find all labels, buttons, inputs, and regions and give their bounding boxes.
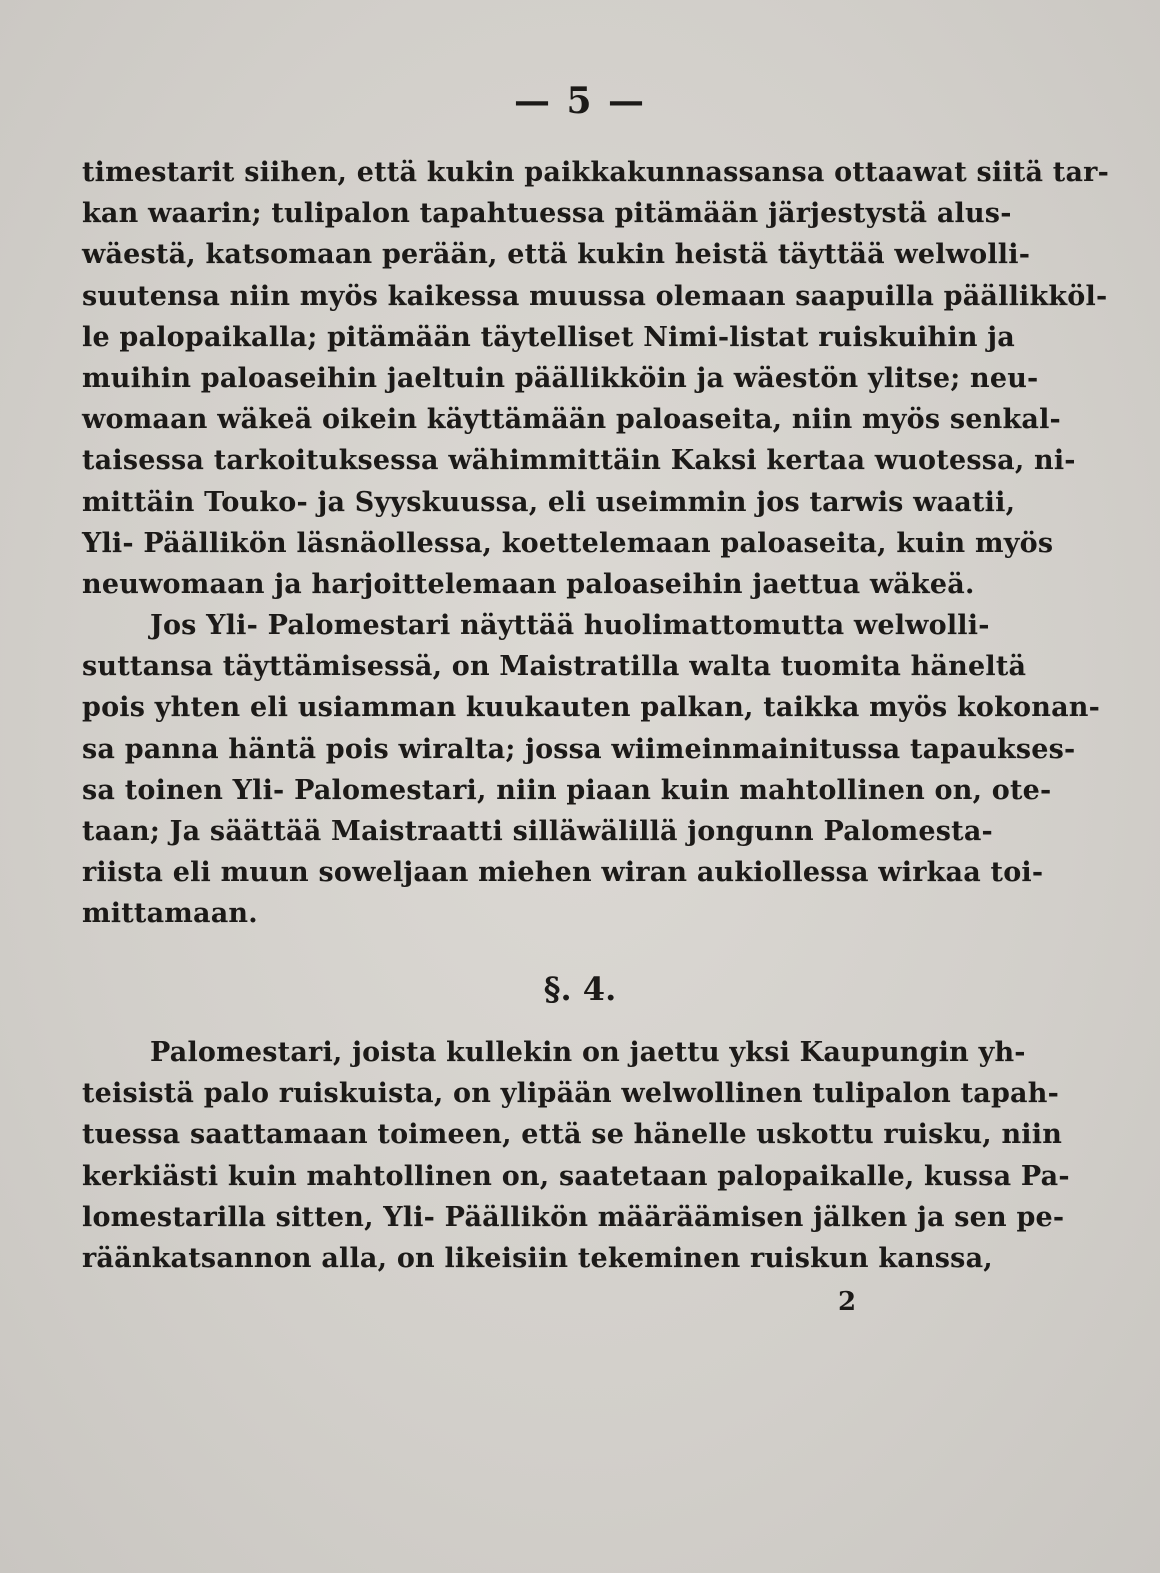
- text-line: mittäin Touko- ja Syyskuussa, eli useimmin jos tarwis waatii,: [82, 486, 1016, 518]
- text-line: taisessa tarkoituksessa wähimmittäin Kaksi kertaa wuotessa, ni-: [82, 445, 1076, 477]
- text-line: womaan wäkeä oikein käyttämään paloaseita, niin myös senkal-: [82, 404, 1061, 436]
- text-line: suttansa täyttämisessä, on Maistratilla walta tuomita häneltä: [82, 651, 1027, 683]
- text-line: wäestä, katsomaan perään, että kukin heistä täyttää welwolli-: [82, 239, 1031, 271]
- text-line: Palomestari, joista kullekin on jaettu yksi Kaupungin yh-: [150, 1037, 1026, 1068]
- text-line: mittamaan.: [82, 898, 258, 930]
- text-line: kan waarin; tulipalon tapahtuessa pitämään järjestystä alus-: [82, 198, 1012, 230]
- text-line: riista eli muun soweljaan miehen wiran aukiollessa wirkaa toi-: [82, 857, 1044, 889]
- text-line: suutensa niin myös kaikessa muussa olemaan saapuilla päällikköl-: [82, 280, 1108, 312]
- signature-mark: 2: [838, 1287, 857, 1317]
- text-line: sa toinen Yli- Palomestari, niin piaan kuin mahtollinen on, ote-: [82, 774, 1052, 806]
- text-line: räänkatsannon alla, on likeisiin tekeminen ruiskun kanssa,: [82, 1242, 993, 1274]
- page-number: — 5 —: [513, 80, 647, 122]
- paragraph-continuation: [82, 152, 1109, 935]
- text-line: kerkiästi kuin mahtollinen on, saatetaan palopaikalle, kussa Pa-: [82, 1160, 1070, 1192]
- text-line: timestarit siihen, että kukin paikkakunnassansa ottaawat siitä tar-: [82, 157, 1109, 188]
- text-line: tuessa saattamaan toimeen, että se hänelle uskottu ruisku, niin: [82, 1119, 1063, 1151]
- text-line: neuwomaan ja harjoittelemaan paloaseihin jaettua wäkeä.: [82, 568, 975, 600]
- text-line: sa panna häntä pois wiralta; jossa wiimeinmainitussa tapaukses-: [82, 733, 1076, 765]
- section-heading: §. 4.: [543, 970, 617, 1008]
- text-line: Yli- Päällikön läsnäollessa, koettelemaan paloaseita, kuin myös: [82, 527, 1054, 559]
- paragraph-section-4: [82, 1032, 1070, 1279]
- text-line: teisistä palo ruiskuista, on ylipään welwollinen tulipalon tapah-: [82, 1078, 1059, 1110]
- text-line: pois yhten eli usiamman kuukauten palkan, taikka myös kokonan-: [82, 692, 1101, 724]
- text-line: Jos Yli- Palomestari näyttää huolimattomutta welwolli-: [150, 610, 990, 642]
- text-line: taan; Ja säättää Maistraatti silläwälillä jongunn Palomesta-: [82, 816, 993, 847]
- text-line: lomestarilla sitten, Yli- Päällikön määräämisen jälken ja sen pe-: [82, 1201, 1065, 1233]
- text-line: le palopaikalla; pitämään täytelliset Nimi-listat ruiskuihin ja: [82, 321, 1015, 353]
- text-line: muihin paloaseihin jaeltuin päällikköin ja wäestön ylitse; neu-: [82, 362, 1039, 394]
